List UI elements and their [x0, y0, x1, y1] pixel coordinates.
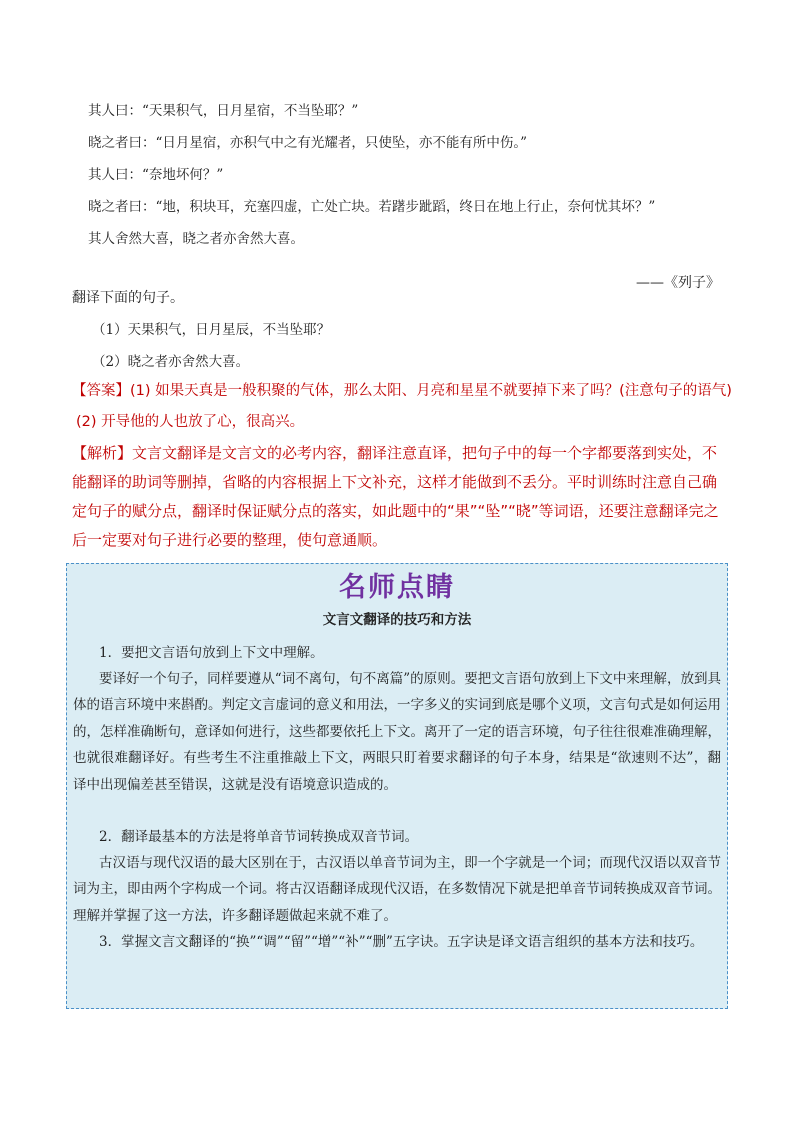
tip-paragraph-1-text: 1．要把文言语句放到上下文中理解。: [99, 645, 324, 661]
passage-line-5: 其人舍然大喜，晓之者亦舍然大喜。: [88, 231, 304, 247]
tip-paragraph-5-text: 3．掌握文言文翻译的“换”“调”“留”“增”“补”“删”五字诀。五字诀是译文语言组织的基本方法和技巧。: [99, 934, 704, 950]
passage-line-2: 晓之者曰：“日月星宿，亦积气中之有光耀者，只使坠，亦不能有所中伤。”: [88, 135, 528, 151]
tip-paragraph-4: [73, 850, 721, 929]
tip-paragraph-5: [73, 929, 721, 955]
passage-line-4: 晓之者曰：“地，积块耳，充塞四虚，亡处亡块。若躇步跐蹈，终日在地上行止，奈何忧其坏？”: [88, 199, 656, 215]
analysis-label: 【解析】: [72, 444, 133, 462]
tip-paragraph-1: [73, 640, 721, 666]
answer-label: 【答案】: [72, 383, 130, 399]
answer-text-1: (1) 如果天真是一般积聚的气体，那么太阳、月亮和星星不就要掉下来了吗？(注意句子的语气): [130, 383, 732, 399]
analysis-text: 文言文翻译是文言文的必考内容，翻译注意直译，把句子中的每一个字都要落到实处，不能翻译的助词等删掉，省略的内容根据上下文补充，这样才能做到不丢分。平时训练时注意自己确定句子的赋分点，翻译时保证赋分点的落实，如此题中的“果”“坠”“晓”等词语，还要注意翻译完之后一定要对句子进行必要的整理，使句意通顺。: [72, 444, 719, 549]
analysis-block: [72, 439, 724, 555]
passage-source: ——《列子》: [636, 275, 720, 291]
passage-line-1: 其人曰：“天果积气，日月星宿，不当坠耶？”: [88, 103, 359, 119]
tip-box-title: 名师点睛: [339, 572, 455, 603]
question-item-2: （2）晓之者亦舍然大喜。: [92, 354, 250, 370]
question-item-1: （1）天果积气，日月星辰，不当坠耶？: [92, 322, 331, 338]
passage-line-3: 其人曰：“奈地坏何？”: [88, 167, 224, 183]
tip-paragraph-3: [73, 824, 721, 850]
tip-paragraph-2: [73, 666, 721, 798]
question-prompt: 翻译下面的句子。: [72, 290, 184, 306]
tip-paragraph-2-text: 要译好一个句子，同样要遵从“词不离句，句不离篇”的原则。要把文言语句放到上下文中来理解，放到具体的语言环境中来斟酌。判定文言虚词的意义和用法，一字多义的实词到底是哪个义项，文言句式是如何运用的，怎样准确断句，意译如何进行，这些都要依托上下文。离开了一定的语言环境，句子往往很难准确理解，也就很难翻译好。有些考生不注重推敲上下文，两眼只盯着要求翻译的句子本身，结果是“欲速则不达”，翻译中出现偏差甚至错误，这就是没有语境意识造成的。: [73, 671, 721, 793]
tip-box-subtitle: 文言文翻译的技巧和方法: [322, 612, 472, 628]
tip-paragraph-4-text: 古汉语与现代汉语的最大区别在于，古汉语以单音节词为主，即一个字就是一个词；而现代汉语以双音节词为主，即由两个字构成一个词。将古汉语翻译成现代汉语，在多数情况下就是把单音节词转换成双音节词。理解并掌握了这一方法，许多翻译题做起来就不难了。: [73, 855, 721, 924]
answer-line-2: (2) 开导他的人也放了心，很高兴。: [76, 414, 305, 430]
answer-line-1: [72, 380, 732, 402]
tip-paragraph-3-text: 2．翻译最基本的方法是将单音节词转换成双音节词。: [99, 829, 419, 845]
